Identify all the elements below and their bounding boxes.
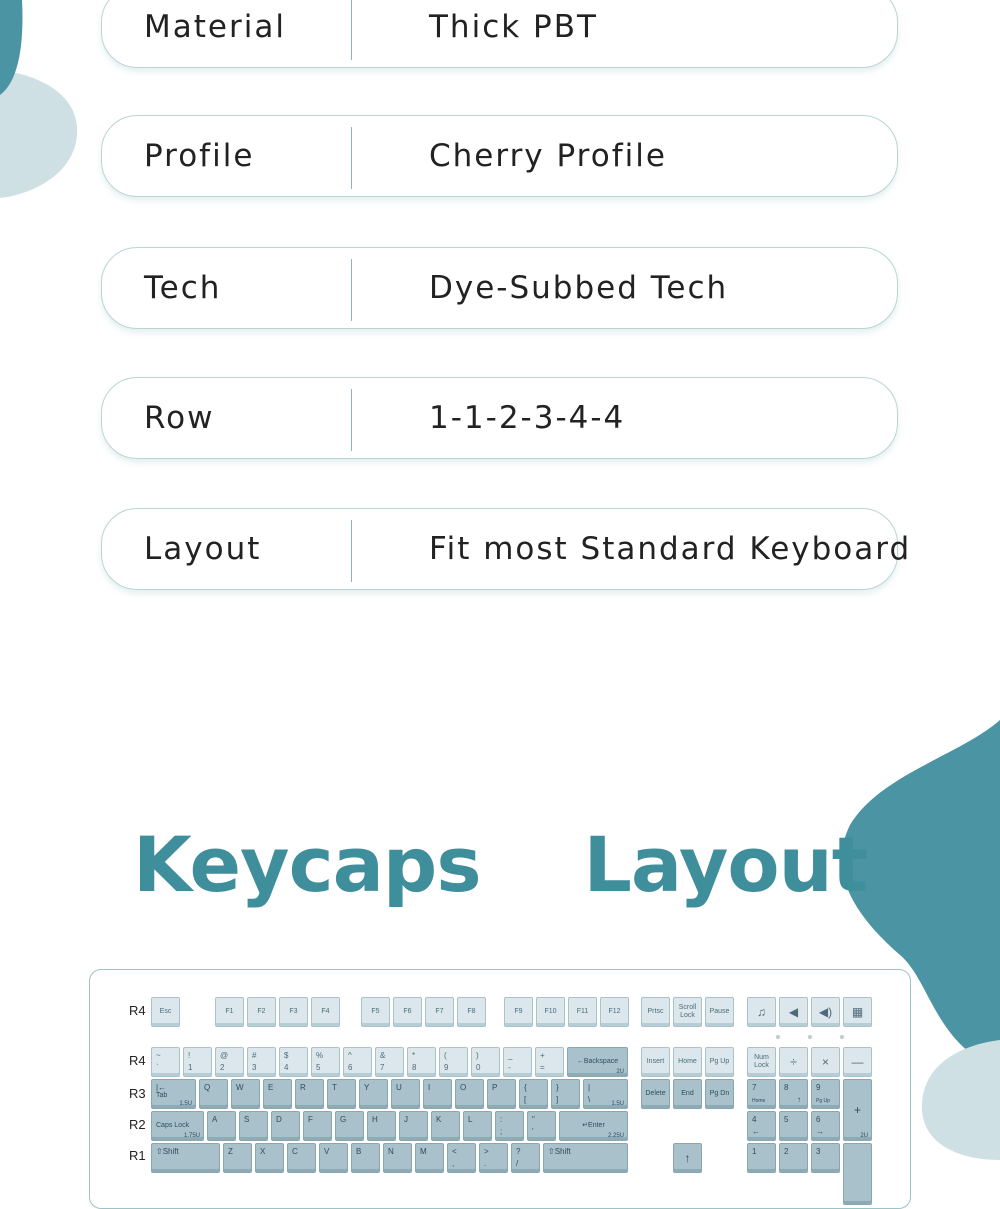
key-label: ←Backspace [576, 1058, 619, 1065]
key-label: L [468, 1115, 473, 1124]
key-label: U [396, 1083, 402, 1092]
key-label: End [681, 1090, 694, 1097]
key-bottom-label: \ [588, 1095, 591, 1104]
spec-value: Dye-Subbed Tech [429, 270, 729, 306]
spec-value: Cherry Profile [429, 138, 667, 174]
key-pgup [705, 1047, 734, 1077]
spec-card-row [101, 377, 898, 459]
key-bottom-label: 3 [252, 1063, 257, 1072]
key-volume-down [779, 997, 808, 1027]
key-top-label: + [540, 1051, 545, 1060]
key-f9 [504, 997, 533, 1027]
key-bottom-label: ` [156, 1063, 159, 1072]
key-label: Pg Dn [709, 1090, 730, 1097]
key-2 [215, 1047, 244, 1077]
key-top-label: ? [516, 1147, 521, 1156]
key-bottom-label: = [540, 1063, 545, 1072]
key-top-label: 8 [784, 1083, 789, 1092]
key-num-minus [843, 1047, 872, 1077]
key-label: Z [228, 1147, 233, 1156]
key-t [327, 1079, 356, 1109]
key-label: F4 [321, 1008, 330, 1015]
key-label: O [460, 1083, 467, 1092]
key-label: Scroll Lock [678, 1004, 697, 1019]
spec-divider [351, 259, 352, 321]
key-label: M [420, 1147, 427, 1156]
key-bottom-label: → [816, 1127, 824, 1136]
key-r [295, 1079, 324, 1109]
key-label: F5 [371, 1008, 380, 1015]
key-7 [375, 1047, 404, 1077]
music-note-icon: ♫ [757, 1005, 766, 1019]
spec-divider [351, 127, 352, 189]
key-left-bracket [519, 1079, 548, 1109]
key-top-label: : [500, 1115, 503, 1124]
key-label: S [244, 1115, 250, 1124]
key-pause [705, 997, 734, 1027]
key-f8 [457, 997, 486, 1027]
key-esc [151, 997, 180, 1027]
key-scroll-lock [673, 997, 702, 1027]
row-label: R3 [129, 1086, 146, 1101]
key-tilde [151, 1047, 180, 1077]
key-label: F3 [289, 1008, 298, 1015]
key-label: + [853, 1103, 861, 1117]
key-num-6 [811, 1111, 840, 1141]
key-delete [641, 1079, 670, 1109]
key-tab [151, 1079, 196, 1109]
key-bottom-label: 7 [380, 1063, 385, 1072]
calculator-icon: ▦ [851, 1005, 864, 1019]
key-bottom-label: . [484, 1159, 487, 1168]
key-top-label: " [532, 1115, 535, 1124]
key-f1 [215, 997, 244, 1027]
key-home [673, 1047, 702, 1077]
key-top-label: ) [476, 1051, 479, 1060]
key-equals [535, 1047, 564, 1077]
indicator-dot [840, 1035, 844, 1039]
key-label: F10 [544, 1008, 557, 1015]
key-f2 [247, 997, 276, 1027]
key-f3 [279, 997, 308, 1027]
key-bottom-label: 5 [316, 1063, 321, 1072]
key-label: Delete [645, 1090, 666, 1097]
key-label: — [851, 1055, 864, 1069]
key-label: F [308, 1115, 313, 1124]
key-label: F1 [225, 1008, 234, 1015]
key-num-9 [811, 1079, 840, 1109]
key-label: J [404, 1115, 408, 1124]
volume-up-icon: ◀) [818, 1005, 833, 1019]
key-x [255, 1143, 284, 1173]
key-3 [247, 1047, 276, 1077]
key-label: Y [364, 1083, 370, 1092]
spec-value: Fit most Standard Keyboard [429, 531, 912, 567]
key-label: ↵Enter [582, 1122, 605, 1129]
row-label: R1 [129, 1148, 146, 1163]
key-c [287, 1143, 316, 1173]
key-top-label: | [588, 1083, 591, 1092]
key-label: ÷ [790, 1055, 797, 1069]
key-num-1 [747, 1143, 776, 1173]
spec-divider [351, 389, 352, 451]
key-label: Num Lock [754, 1054, 769, 1069]
key-period [479, 1143, 508, 1173]
key-bottom-label: ] [556, 1095, 559, 1104]
key-y [359, 1079, 388, 1109]
key-backspace [567, 1047, 628, 1077]
key-s [239, 1111, 268, 1141]
key-label: G [340, 1115, 347, 1124]
key-top-label: < [452, 1147, 457, 1156]
key-f7 [425, 997, 454, 1027]
key-backslash [583, 1079, 628, 1109]
spec-label: Profile [144, 138, 255, 174]
key-bottom-label: 8 [412, 1063, 417, 1072]
row-label: R2 [129, 1117, 146, 1132]
spec-card-layout [101, 508, 912, 590]
key-top-label: # [252, 1051, 257, 1060]
key-f [303, 1111, 332, 1141]
key-label: F8 [467, 1008, 476, 1015]
key-bottom-label: , [452, 1159, 455, 1168]
key-label: Prtsc [647, 1008, 664, 1015]
key-right-bracket [551, 1079, 580, 1109]
key-j [399, 1111, 428, 1141]
key-label: B [356, 1147, 362, 1156]
key-b [351, 1143, 380, 1173]
spec-value: Thick PBT [429, 9, 598, 45]
key-label: W [236, 1083, 244, 1092]
spec-label: Material [144, 9, 286, 45]
spec-card-profile [101, 115, 898, 197]
key-slash [511, 1143, 540, 1173]
key-9 [439, 1047, 468, 1077]
key-caps-lock [151, 1111, 204, 1141]
spec-label: Layout [144, 531, 262, 567]
key-0 [471, 1047, 500, 1077]
key-top-label: 9 [816, 1083, 821, 1092]
key-n [383, 1143, 412, 1173]
key-arrow-up [673, 1143, 702, 1173]
key-bottom-label: 4 [284, 1063, 289, 1072]
key-f6 [393, 997, 422, 1027]
spec-value: 1-1-2-3-4-4 [429, 400, 626, 436]
key-top-label: ( [444, 1051, 447, 1060]
key-top-label: ~ [156, 1051, 161, 1060]
key-label: Caps Lock [156, 1122, 190, 1129]
key-label: I [428, 1083, 431, 1092]
key-i [423, 1079, 452, 1109]
key-top-label: > [484, 1147, 489, 1156]
key-num-3 [811, 1143, 840, 1173]
key-minus [503, 1047, 532, 1077]
key-bottom-label: 6 [348, 1063, 353, 1072]
key-6 [343, 1047, 372, 1077]
key-top-label: |← [156, 1083, 167, 1092]
key-bottom-label: - [508, 1063, 511, 1072]
row-label: R4 [129, 1053, 146, 1068]
key-label: F12 [608, 1008, 621, 1015]
key-8 [407, 1047, 436, 1077]
key-right-shift [543, 1143, 628, 1173]
key-label: X [260, 1147, 266, 1156]
spec-divider [351, 0, 352, 60]
key-f12 [600, 997, 629, 1027]
key-bottom-label: / [516, 1159, 519, 1168]
key-label: ⇧Shift [548, 1147, 571, 1156]
key-a [207, 1111, 236, 1141]
key-semicolon [495, 1111, 524, 1141]
key-top-label: & [380, 1051, 386, 1060]
key-end [673, 1079, 702, 1109]
key-1 [183, 1047, 212, 1077]
spec-card-tech [101, 247, 898, 329]
key-pgdn [705, 1079, 734, 1109]
key-num-4 [747, 1111, 776, 1141]
key-quote [527, 1111, 556, 1141]
key-f4 [311, 997, 340, 1027]
key-top-label: } [556, 1083, 559, 1092]
key-calculator [843, 997, 872, 1027]
key-label: Insert [646, 1058, 665, 1065]
key-d [271, 1111, 300, 1141]
key-insert [641, 1047, 670, 1077]
key-label: E [268, 1083, 274, 1092]
key-num-2 [779, 1143, 808, 1173]
key-top-label: 5 [784, 1115, 789, 1124]
key-label: Pause [709, 1008, 730, 1015]
key-label: Q [204, 1083, 211, 1092]
key-m [415, 1143, 444, 1173]
key-label: Esc [159, 1008, 172, 1015]
key-p [487, 1079, 516, 1109]
key-g [335, 1111, 364, 1141]
key-label: T [332, 1083, 337, 1092]
spec-label: Tech [144, 270, 222, 306]
spec-divider [351, 520, 352, 582]
key-label: F9 [514, 1008, 523, 1015]
key-w [231, 1079, 260, 1109]
key-h [367, 1111, 396, 1141]
key-num-8 [779, 1079, 808, 1109]
key-label: × [821, 1055, 829, 1069]
key-v [319, 1143, 348, 1173]
key-label: P [492, 1083, 498, 1092]
key-f10 [536, 997, 565, 1027]
key-k [431, 1111, 460, 1141]
key-e [263, 1079, 292, 1109]
key-size-note: 1.5U [179, 1101, 192, 1107]
key-label: D [276, 1115, 282, 1124]
key-z [223, 1143, 252, 1173]
decor-blob-top-left [0, 0, 90, 210]
key-label: F6 [403, 1008, 412, 1015]
key-label: C [292, 1147, 298, 1156]
key-u [391, 1079, 420, 1109]
key-comma [447, 1143, 476, 1173]
key-bottom-label: Pg Up [816, 1098, 830, 1104]
key-label: Pg Up [709, 1058, 730, 1065]
spec-label: Row [144, 400, 215, 436]
key-num-7 [747, 1079, 776, 1109]
key-bottom-label: 2 [220, 1063, 225, 1072]
key-top-label: ^ [348, 1051, 352, 1060]
key-label: H [372, 1115, 378, 1124]
key-num-enter [843, 1143, 872, 1205]
key-label: 2 [784, 1147, 789, 1156]
key-bottom-label: ' [532, 1127, 534, 1136]
key-top-label: % [316, 1051, 324, 1060]
key-top-label: _ [508, 1051, 513, 1060]
key-5 [311, 1047, 340, 1077]
key-num-divide [779, 1047, 808, 1077]
key-prtsc [641, 997, 670, 1027]
key-numlock [747, 1047, 776, 1077]
key-label: K [436, 1115, 442, 1124]
key-top-label: @ [220, 1051, 229, 1060]
key-size-note: 2U [616, 1069, 624, 1075]
key-label: 1 [752, 1147, 757, 1156]
indicator-dot [808, 1035, 812, 1039]
key-bottom-label: 1 [188, 1063, 193, 1072]
key-bottom-label: Tab [156, 1092, 168, 1099]
key-size-note: 2.25U [607, 1133, 624, 1139]
key-bottom-label: [ [524, 1095, 527, 1104]
key-top-label: $ [284, 1051, 289, 1060]
key-top-label: 7 [752, 1083, 757, 1092]
section-title: Keycaps Layout [132, 820, 868, 909]
key-enter [559, 1111, 628, 1141]
key-q [199, 1079, 228, 1109]
key-media-music [747, 997, 776, 1027]
key-size-note: 2U [860, 1133, 868, 1139]
key-label: A [212, 1115, 218, 1124]
key-label: ↑ [684, 1151, 691, 1165]
key-num-multiply [811, 1047, 840, 1077]
key-bottom-label: ; [500, 1127, 503, 1136]
key-size-note: 1.75U [183, 1133, 200, 1139]
key-bottom-label: 9 [444, 1063, 449, 1072]
key-bottom-label: 0 [476, 1063, 481, 1072]
key-top-label: 4 [752, 1115, 757, 1124]
key-label: F2 [257, 1008, 266, 1015]
row-label: R4 [129, 1003, 146, 1018]
key-label: Home [678, 1058, 697, 1065]
key-label: F7 [435, 1008, 444, 1015]
spec-card-material [101, 0, 898, 68]
key-4 [279, 1047, 308, 1077]
key-l [463, 1111, 492, 1141]
key-left-shift [151, 1143, 220, 1173]
key-label: 3 [816, 1147, 821, 1156]
key-top-label: { [524, 1083, 527, 1092]
key-label: ⇧Shift [156, 1147, 179, 1156]
key-bottom-label: ← [752, 1127, 760, 1136]
key-label: N [388, 1147, 394, 1156]
key-bottom-label: Home [752, 1098, 766, 1104]
indicator-dot [776, 1035, 780, 1039]
keyboard-layout-diagram [89, 969, 911, 1209]
key-f11 [568, 997, 597, 1027]
key-top-label: ! [188, 1051, 191, 1060]
key-num-plus [843, 1079, 872, 1141]
key-bottom-label: ↑ [797, 1095, 801, 1104]
key-volume-up [811, 997, 840, 1027]
volume-down-icon: ◀ [788, 1005, 799, 1019]
key-top-label: * [412, 1051, 416, 1060]
key-label: R [300, 1083, 306, 1092]
key-num-5 [779, 1111, 808, 1141]
key-label: V [324, 1147, 330, 1156]
key-top-label: 6 [816, 1115, 821, 1124]
key-size-note: 1.5U [611, 1101, 624, 1107]
key-label: F11 [576, 1008, 589, 1015]
key-o [455, 1079, 484, 1109]
key-f5 [361, 997, 390, 1027]
